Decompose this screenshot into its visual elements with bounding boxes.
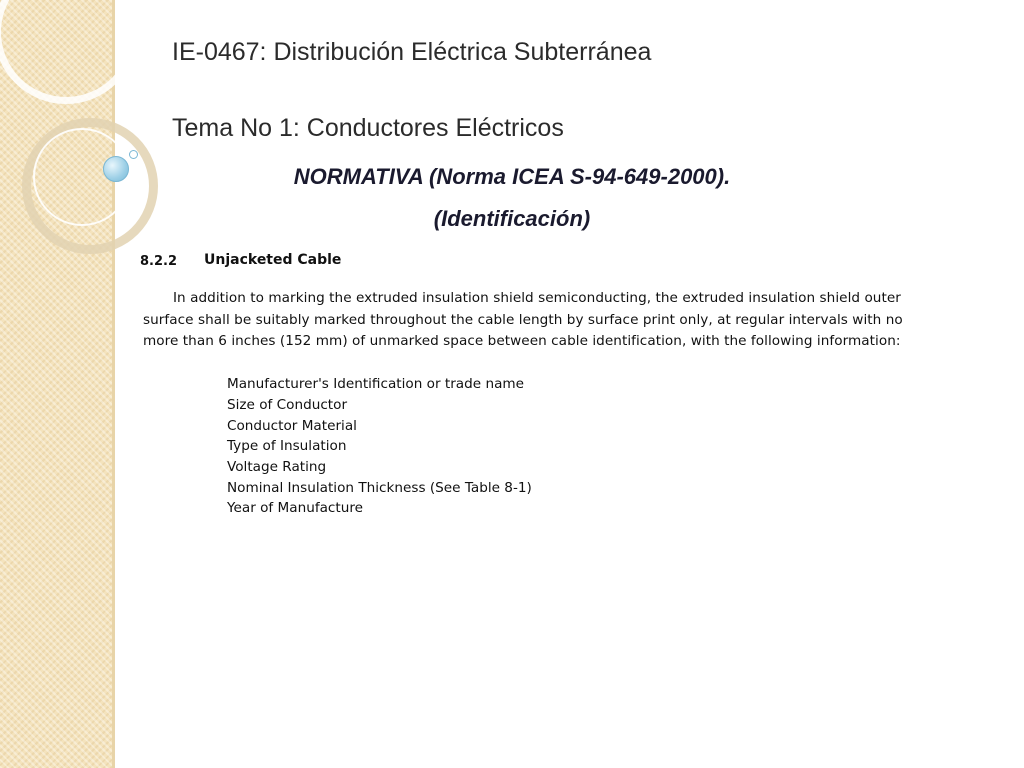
decorative-bubble-small <box>129 150 138 159</box>
info-list-item: Year of Manufacture <box>227 500 364 512</box>
decorative-ring-large <box>0 0 138 104</box>
sidebar-divider <box>112 0 115 768</box>
info-list-item: Conductor Material <box>227 418 357 434</box>
paragraph-line: In addition to marking the extruded insulation shield semiconducting, the extruded insulation shield outer <box>173 290 901 306</box>
identification-heading: (Identificación) <box>433 206 591 231</box>
section-title: Unjacketed Cable <box>204 252 342 268</box>
section-number: 8.2.2 <box>140 254 178 269</box>
normativa-heading: NORMATIVA (Norma ICEA S-94-649-2000). <box>293 164 731 189</box>
info-list-item: Voltage Rating <box>227 459 327 475</box>
slide-subtitle: Tema No 1: Conductores Eléctricos <box>172 114 564 142</box>
paragraph-line: more than 6 inches (152 mm) of unmarked space between cable identification, with the following information: <box>143 333 901 349</box>
decorative-sidebar <box>0 0 112 768</box>
paragraph-line: surface shall be suitably marked throughout the cable length by surface print only, at regular intervals with no <box>143 312 903 328</box>
slide-title: IE-0467: Distribución Eléctrica Subterránea <box>172 38 652 66</box>
info-list-item: Manufacturer's Identification or trade name <box>227 376 524 392</box>
info-list-item: Type of Insulation <box>227 438 347 454</box>
info-list-item: Nominal Insulation Thickness (See Table 8-1) <box>227 480 532 496</box>
info-list-item: Size of Conductor <box>227 397 348 413</box>
